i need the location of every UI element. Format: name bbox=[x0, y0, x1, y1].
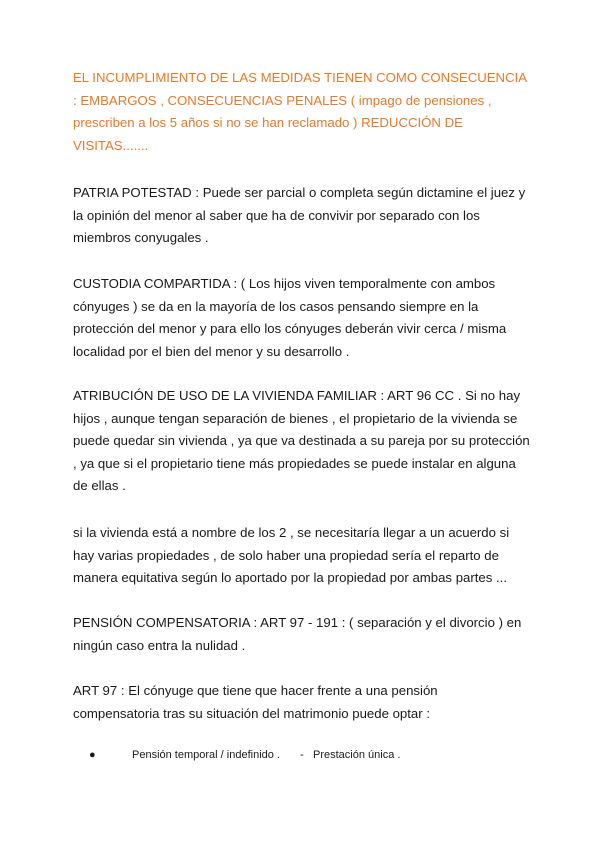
text-line: ART 97 : El cónyuge que tiene que hacer frente a una pensión bbox=[73, 683, 438, 698]
text-line: ATRIBUCIÓN DE USO DE LA VIVIENDA FAMILIAR : ART 96 CC . Si no hay bbox=[73, 388, 521, 403]
paragraph-custodia-compartida bbox=[73, 273, 543, 363]
paragraph-art-97 bbox=[73, 680, 543, 725]
paragraph-patria-potestad bbox=[73, 182, 543, 250]
text-line: PATRIA POTESTAD : Puede ser parcial o completa según dictamine el juez y bbox=[73, 185, 526, 200]
text-line: prescriben a los 5 años si no se han reclamado ) REDUCCIÓN DE bbox=[73, 115, 463, 130]
text-line: ningún caso entra la nulidad . bbox=[73, 637, 246, 653]
text-line: hay varias propiedades , de solo haber una propiedad sería el reparto de bbox=[73, 547, 499, 563]
text-line: puede quedar sin vivienda , ya que va destinada a su pareja por su protección bbox=[73, 433, 530, 448]
text-line: compensatoria tras su situación del matrimonio puede optar : bbox=[73, 705, 430, 721]
text-line: PENSIÓN COMPENSATORIA : ART 97 - 191 : ( separación y el divorcio ) en bbox=[73, 615, 522, 630]
bullet-icon: ● bbox=[89, 749, 96, 761]
text-line: de ellas . bbox=[73, 478, 126, 493]
text-line: EL INCUMPLIMIENTO DE LAS MEDIDAS TIENEN COMO CONSECUENCIA bbox=[73, 70, 528, 85]
text-line: si la vivienda está a nombre de los 2 , se necesitaría llegar a un acuerdo si bbox=[73, 525, 510, 540]
text-line: miembros conyugales . bbox=[73, 230, 209, 245]
text-line: : EMBARGOS , CONSECUENCIAS PENALES ( impago de pensiones , bbox=[73, 92, 492, 108]
paragraph-pension-compensatoria bbox=[73, 612, 543, 657]
bullet-text-prestacion-unica: Prestación única . bbox=[313, 749, 401, 761]
text-line: hijos , aunque tengan separación de bienes , el propietario de la vivienda se bbox=[73, 410, 518, 426]
bullet-text-pension-temporal: Pensión temporal / indefinido . bbox=[132, 749, 280, 761]
paragraph-incumplimiento bbox=[73, 67, 543, 157]
bullet-list-item bbox=[0, 749, 600, 765]
paragraph-vivienda-nombre bbox=[73, 522, 543, 590]
text-line: cónyuges ) se da en la mayoría de los casos pensando siempre en la bbox=[73, 298, 479, 314]
text-line: manera equitativa según lo aportado por la propiedad por ambas partes ... bbox=[73, 570, 507, 585]
text-line: VISITAS....... bbox=[73, 137, 149, 153]
text-line: CUSTODIA COMPARTIDA : ( Los hijos viven temporalmente con ambos bbox=[73, 276, 496, 291]
paragraph-atribucion-vivienda bbox=[73, 385, 543, 498]
text-line: , ya que si el propietario tiene más propiedades se puede instalar en alguna bbox=[73, 455, 516, 471]
text-line: la opinión del menor al saber que ha de convivir por separado con los bbox=[73, 207, 480, 223]
text-line: localidad por el bien del menor y su desarrollo . bbox=[73, 343, 350, 359]
dash-separator: - bbox=[300, 749, 304, 761]
text-line: protección del menor y para ello los cónyuges deberán vivir cerca / misma bbox=[73, 321, 507, 336]
